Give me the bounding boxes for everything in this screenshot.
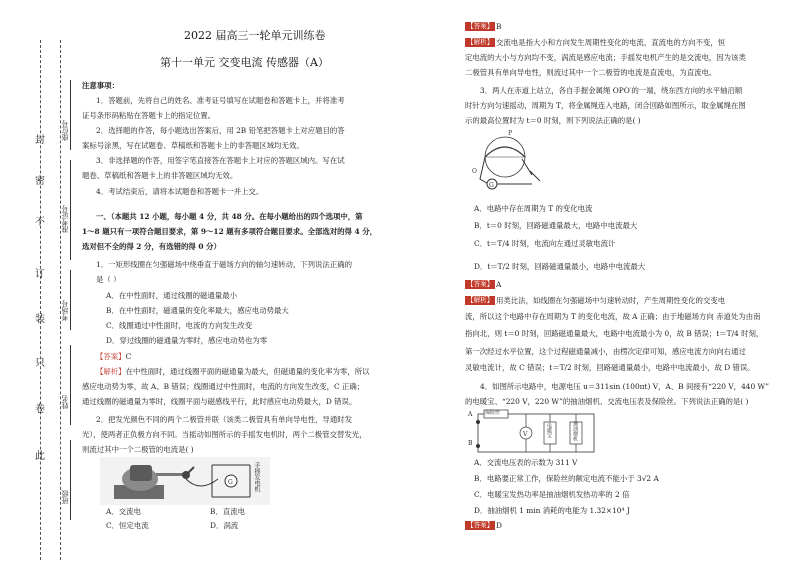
svg-text:P: P	[508, 130, 513, 137]
q1-answer: 【答案】C	[96, 352, 132, 361]
voltmeter-symbol: V	[523, 431, 528, 438]
class-label: 班级	[61, 490, 69, 504]
class-blank[interactable]	[70, 440, 71, 520]
q2-analysis-line: 二极管具有单向导电性，则流过其中一个二极管的电流是直流电，为直流电。	[465, 68, 717, 77]
q2-analysis-line: 交流电是指大小和方向发生周期性变化的电流，直流电的方向不变，恒	[496, 38, 726, 47]
q2-answer: B	[496, 22, 502, 31]
q4-option: A．交流电压表的示数为 311 V	[474, 458, 578, 467]
exam-id-label: 准考证号	[61, 205, 69, 233]
q4-stem: 的电暖宝、“220 V，220 W”的抽油烟机、交流电压表及保险丝。下列说法正确的是( )	[465, 397, 749, 406]
q2-analysis-line: 定电流的大小与方向均不变，涡流是感应电流；手摇发电机产生的是交流电，因为该类	[465, 53, 746, 62]
room-blank[interactable]	[70, 270, 71, 330]
q3-analysis-line: 指向北，则 t＝0 时刻，回路磁通量最大，电路中电流最小为 0，故 B 错误；t＝T/4 时刻，	[465, 329, 764, 338]
q1-option: C．线圈通过中性面时，电流的方向发生改变	[106, 321, 253, 330]
section-line: 1～8 题只有一项符合题目要求，第 9～12 题有多项符合题目要求。全部选对的得 4 分，	[82, 227, 378, 236]
section-line: 一、（本题共 12 小题，每小题 4 分，共 48 分。在每小题给出的四个选项中，第	[96, 212, 363, 221]
seal-char: 此	[35, 451, 45, 462]
q3-answer: A	[496, 280, 502, 289]
q3-stem: 时针方向匀速摇动，周期为 T，将金属绳连入电路，闭合回路如图所示，取金属绳在图	[465, 101, 746, 110]
q4-stem: 4．如图所示电路中，电源电压 u＝311sin (100πt) V，A、B 间接有“220 V，440 W”	[480, 382, 770, 391]
notice-line: 4．考试结束后，请将本试题卷和答题卡一并上交。	[96, 187, 264, 196]
heater-label: 电暖宝	[546, 423, 552, 438]
hood-label: 抽油烟机	[572, 421, 578, 441]
q1-stem: 是（ ）	[96, 275, 121, 284]
q1-analysis-line: 通过线圈的磁通量为零时，线圈平面与磁感线平行，此时感应电动势最大，D 错误。	[82, 397, 357, 406]
svg-text:G: G	[489, 182, 494, 189]
q1-analysis-line: 感应电动势为零，故 A、B 错误；线圈通过中性面时，电流的方向发生改变，C 正确；	[82, 382, 365, 391]
fuse-label: 保险丝	[485, 410, 501, 416]
q3-analysis-tag: 【解析】	[467, 296, 494, 304]
q3-option: D．t＝T/2 时刻，回路磁通量最小，电路中电流最大	[474, 262, 646, 271]
name-label: 姓名	[61, 395, 69, 409]
seal-char: 密	[35, 176, 45, 187]
q2-option: D．涡流	[210, 521, 239, 530]
notice-line: 案标号涂黑，写在试题卷、草稿纸和答题卡上的非答题区域均无效。	[82, 141, 304, 150]
q1-stem: 1．一矩形线圈在匀强磁场中绕垂直于磁场方向的轴匀速转动，下列说法正确的	[96, 260, 352, 269]
q1-analysis: 【解析】在中性面时，通过线圈平面的磁通量为最大，但磁通量的变化率为零，所以	[96, 367, 370, 376]
name-blank[interactable]	[70, 345, 71, 425]
notice-line: 证号条形码粘贴在答题卡上的指定位置。	[82, 111, 216, 120]
q2-option: C．恒定电流	[106, 521, 149, 530]
q4-option: D．抽油烟机 1 min 消耗的电能为 1.32×10⁴ J	[474, 506, 630, 515]
q3-answer-tag: 【答案】	[467, 280, 494, 288]
room-label: 考场号	[61, 300, 69, 321]
q3-analysis-line: 灵敏电流计，故 C 错误；t＝T/2 时刻，回路磁通量最小，电路中电流最小，故 D 错误。	[465, 363, 755, 372]
q1-option: D．穿过线圈的磁通量为零时，感应电动势也为零	[106, 336, 268, 345]
q3-analysis-line: 用类比法，如线圈在匀强磁场中匀速转动时，产生周期性变化的交变电	[496, 296, 726, 305]
q2-option: B．直流电	[210, 507, 245, 516]
notice-line: 3．非选择题的作答，用签字笔直接答在答题卡上对应的答题区域内。写在试	[96, 156, 345, 165]
unit-title: 第十一单元 交变电流 传感器（A）	[160, 56, 329, 69]
q2-answer-tag: 【答案】	[467, 22, 494, 30]
binding-margin	[0, 0, 82, 562]
section-line: 选对但不全的得 2 分，有选错的得 0 分）	[82, 242, 221, 251]
exam-id-blank[interactable]	[70, 160, 71, 260]
q2-analysis-tag: 【解析】	[467, 38, 494, 46]
seal-char: 不	[35, 217, 45, 228]
q3-analysis-line: 流，所以这个电路中存在周期为 T 的变化电流，故 A 正确；由于地磁场方向 赤道处为由南	[465, 312, 761, 321]
q2-stem: 光），使两者正负极方向不同。当摇动如图所示的手摇发电机时，两个二极管交替发光，	[82, 430, 367, 439]
q4-answer-tag: 【答案】	[467, 521, 494, 529]
q2-stem: 2．把发光颜色不同的两个二极管并联（该类二极管具有单向导电性，导通时发	[96, 415, 352, 424]
q1-option: B．在中性面时，磁通量的变化率最大，感应电动势最大	[106, 306, 289, 315]
q4-option: C．电暖宝发热功率是抽油烟机发热功率的 2 倍	[474, 490, 630, 499]
seal-char: 封	[35, 135, 45, 146]
seal-char: 只	[35, 358, 45, 369]
seat-blank[interactable]	[70, 80, 71, 150]
q2-option: A．交流电	[106, 507, 141, 516]
q3-option: A．电路中存在周期为 T 的变化电流	[474, 204, 593, 213]
seal-char: 订	[35, 269, 45, 280]
notice-line: 题卷、草稿纸和答题卡上的非答题区域均无效。	[82, 171, 238, 180]
notice-title: 注意事项：	[82, 81, 119, 90]
q3-option: B．t＝0 时刻，回路磁通量最大，电路中电流最大	[474, 221, 638, 230]
seal-line	[40, 40, 41, 560]
exam-title: 2022 届高三一轮单元训练卷	[184, 29, 326, 42]
seal-char: 卷	[35, 404, 45, 415]
svg-text:O: O	[472, 168, 477, 175]
rope-figure	[470, 129, 550, 194]
svg-text:G: G	[228, 479, 233, 486]
q3-stem: 示的最高位置时为 t＝0 时刻，则下列说法正确的是( )	[465, 116, 641, 125]
notice-line: 1．答题前，先将自己的姓名、准考证号填写在试题卷和答题卡上，并将准考	[96, 96, 345, 105]
q2-stem: 则流过其中一个二极管的电流是( )	[82, 445, 194, 454]
node-a-label: A	[468, 411, 473, 418]
generator-figure	[100, 457, 270, 505]
q3-option: C．t＝T/4 时刻，电流向左通过灵敏电流计	[474, 239, 616, 248]
seal-char: 装	[35, 314, 45, 325]
seat-label: 座位号	[61, 120, 69, 141]
q4-answer: D	[496, 521, 502, 530]
q3-stem: 3．两人在赤道上站立，各自手握金属绳 OPO′的一端，绕东西方向的水平轴沿顺	[480, 86, 743, 95]
node-b-label: B	[468, 440, 473, 447]
q4-option: B．电路要正常工作，保险丝的额定电流不能小于 3√2 A	[474, 474, 659, 483]
generator-label: 手摇发电机	[253, 462, 260, 492]
q3-analysis-line: 第一次经过水平位置，这个过程磁通量减小，由楞次定律可知，感应电流方向向右通过	[465, 347, 746, 356]
notice-line: 2．选择题的作答，每小题选出答案后，用 2B 铅笔把答题卡上对应题目的答	[96, 126, 345, 135]
q1-option: A．在中性面时，通过线圈的磁通量最小	[106, 291, 237, 300]
